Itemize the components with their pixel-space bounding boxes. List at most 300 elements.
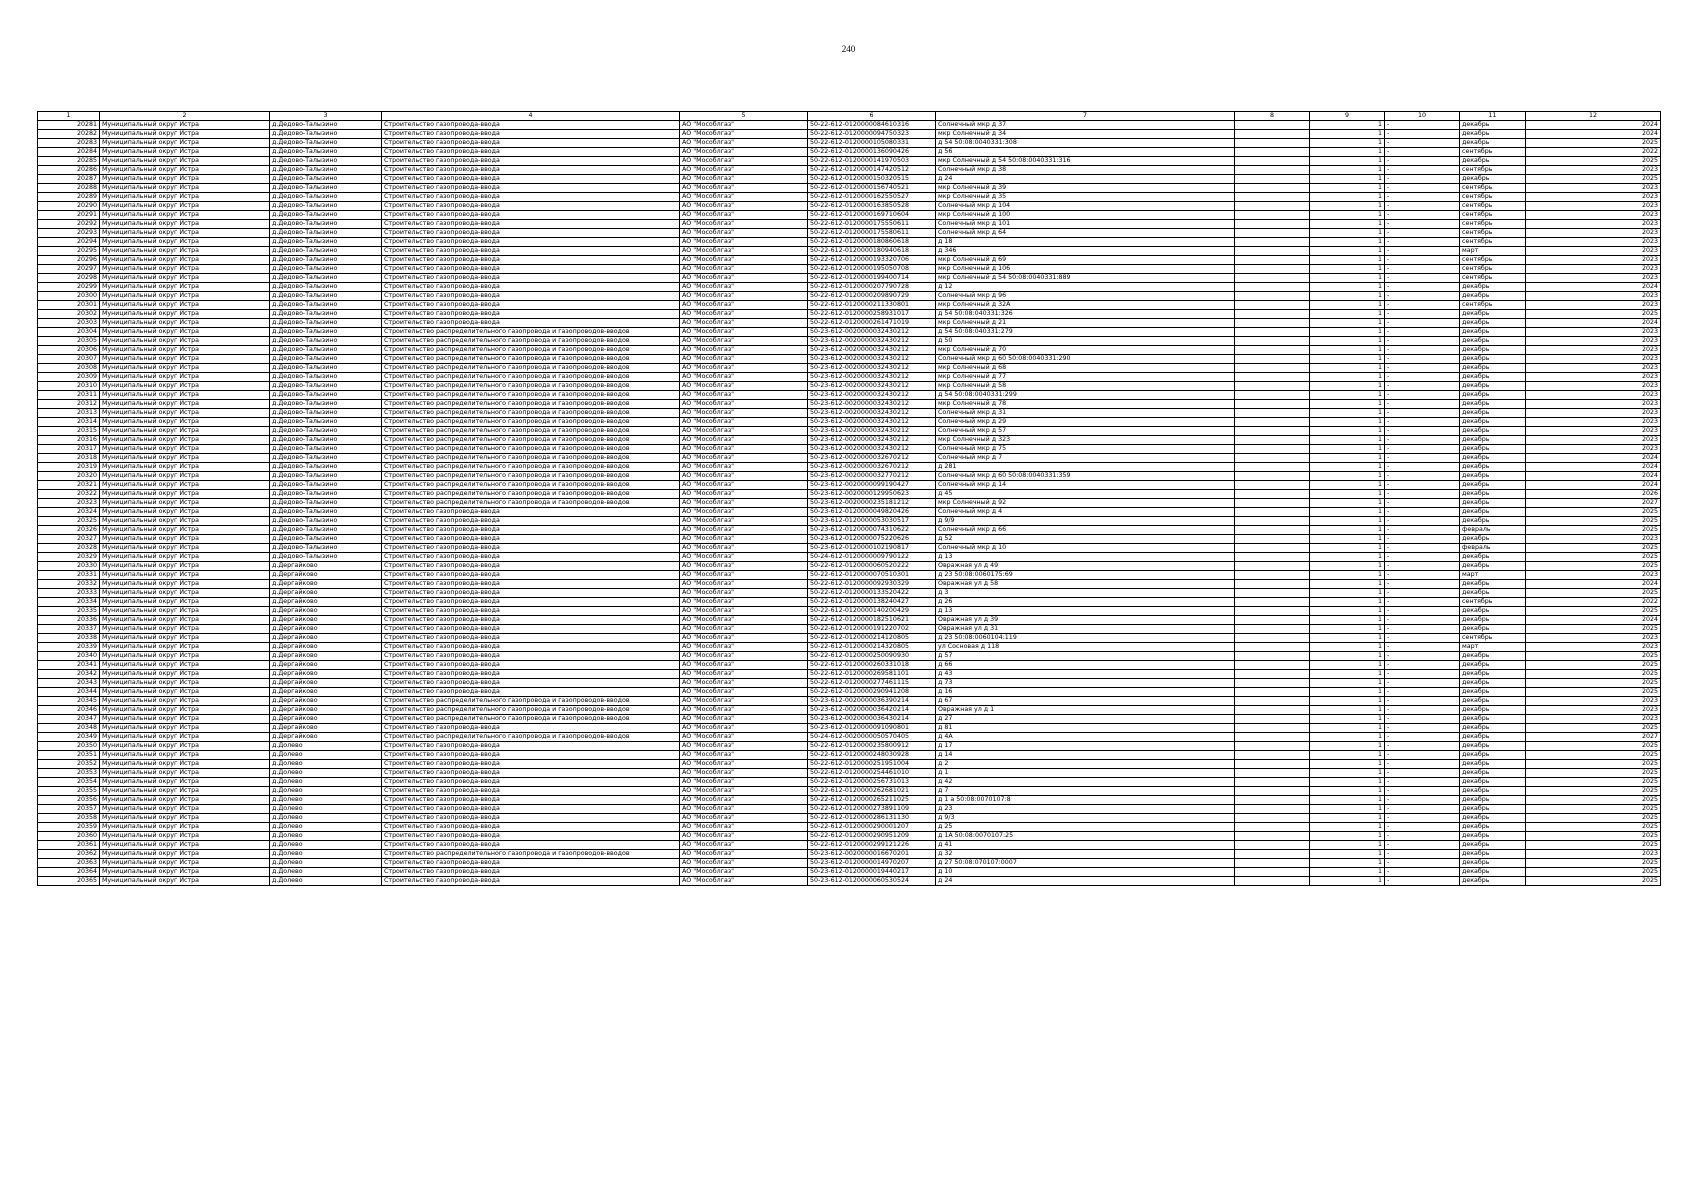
cell-quantity: 1 bbox=[1310, 481, 1385, 490]
cell-year: 2025 bbox=[1526, 562, 1661, 571]
cell-row-number: 20362 bbox=[38, 850, 100, 859]
cell-year: 2025 bbox=[1526, 742, 1661, 751]
cell-month: декабрь bbox=[1460, 283, 1526, 292]
cell-quantity: 1 bbox=[1310, 490, 1385, 499]
cell-year: 2025 bbox=[1526, 769, 1661, 778]
cell-col-10: - bbox=[1385, 166, 1460, 175]
cell-quantity: 1 bbox=[1310, 274, 1385, 283]
cell-municipality: Муниципальный округ Истра bbox=[100, 238, 270, 247]
cell-organization: АО "Мособлгаз" bbox=[680, 391, 808, 400]
cell-month: декабрь bbox=[1460, 787, 1526, 796]
column-header: 3 bbox=[270, 112, 382, 121]
cell-col-8 bbox=[1235, 463, 1310, 472]
cell-organization: АО "Мособлгаз" bbox=[680, 787, 808, 796]
cell-work-type: Строительство распределительного газопровода и газопроводов-вводов bbox=[382, 454, 680, 463]
cell-col-8 bbox=[1235, 796, 1310, 805]
cell-month: декабрь bbox=[1460, 706, 1526, 715]
cell-row-number: 20329 bbox=[38, 553, 100, 562]
cell-settlement: д.Долево bbox=[270, 832, 382, 841]
cell-month: декабрь bbox=[1460, 553, 1526, 562]
cell-work-type: Строительство распределительного газопровода и газопроводов-вводов bbox=[382, 481, 680, 490]
cell-municipality: Муниципальный округ Истра bbox=[100, 292, 270, 301]
cell-month: декабрь bbox=[1460, 337, 1526, 346]
cell-col-8 bbox=[1235, 472, 1310, 481]
cell-quantity: 1 bbox=[1310, 778, 1385, 787]
cell-year: 2023 bbox=[1526, 643, 1661, 652]
cell-year: 2023 bbox=[1526, 211, 1661, 220]
cell-address: д 54 50:08:0040331:308 bbox=[936, 139, 1235, 148]
cell-address: д 81 bbox=[936, 724, 1235, 733]
cell-month: декабрь bbox=[1460, 697, 1526, 706]
cell-month: декабрь bbox=[1460, 868, 1526, 877]
cell-application-id: 50-23-612-0020000032430212 bbox=[808, 373, 936, 382]
cell-quantity: 1 bbox=[1310, 337, 1385, 346]
cell-organization: АО "Мособлгаз" bbox=[680, 283, 808, 292]
cell-quantity: 1 bbox=[1310, 580, 1385, 589]
table-row bbox=[38, 868, 1661, 877]
cell-row-number: 20359 bbox=[38, 823, 100, 832]
header-row bbox=[38, 112, 1661, 121]
cell-municipality: Муниципальный округ Истра bbox=[100, 589, 270, 598]
cell-organization: АО "Мособлгаз" bbox=[680, 211, 808, 220]
cell-col-10: - bbox=[1385, 850, 1460, 859]
cell-row-number: 20301 bbox=[38, 301, 100, 310]
cell-organization: АО "Мособлгаз" bbox=[680, 661, 808, 670]
cell-col-10: - bbox=[1385, 274, 1460, 283]
cell-application-id: 50-22-612-0120000175580611 bbox=[808, 229, 936, 238]
cell-col-10: - bbox=[1385, 715, 1460, 724]
cell-address: мкр Солнечный д 106 bbox=[936, 265, 1235, 274]
cell-row-number: 20283 bbox=[38, 139, 100, 148]
cell-organization: АО "Мособлгаз" bbox=[680, 256, 808, 265]
cell-municipality: Муниципальный округ Истра bbox=[100, 697, 270, 706]
cell-municipality: Муниципальный округ Истра bbox=[100, 247, 270, 256]
cell-col-10: - bbox=[1385, 418, 1460, 427]
cell-application-id: 50-23-612-0020000032430212 bbox=[808, 355, 936, 364]
cell-quantity: 1 bbox=[1310, 751, 1385, 760]
cell-month: декабрь bbox=[1460, 310, 1526, 319]
cell-month: декабрь bbox=[1460, 157, 1526, 166]
cell-address: д 54 50:08:040331:326 bbox=[936, 310, 1235, 319]
cell-address: д 25 bbox=[936, 823, 1235, 832]
cell-col-10: - bbox=[1385, 382, 1460, 391]
table-row bbox=[38, 499, 1661, 508]
cell-settlement: д.Дедово-Талызино bbox=[270, 508, 382, 517]
cell-work-type: Строительство газопровода-ввода bbox=[382, 148, 680, 157]
cell-year: 2025 bbox=[1526, 760, 1661, 769]
cell-month: сентябрь bbox=[1460, 166, 1526, 175]
cell-quantity: 1 bbox=[1310, 859, 1385, 868]
cell-col-8 bbox=[1235, 283, 1310, 292]
cell-row-number: 20336 bbox=[38, 616, 100, 625]
cell-municipality: Муниципальный округ Истра bbox=[100, 832, 270, 841]
cell-col-8 bbox=[1235, 607, 1310, 616]
cell-work-type: Строительство распределительного газопровода и газопроводов-вводов bbox=[382, 391, 680, 400]
cell-year: 2025 bbox=[1526, 805, 1661, 814]
cell-quantity: 1 bbox=[1310, 742, 1385, 751]
cell-col-10: - bbox=[1385, 589, 1460, 598]
cell-organization: АО "Мособлгаз" bbox=[680, 310, 808, 319]
cell-organization: АО "Мособлгаз" bbox=[680, 247, 808, 256]
cell-work-type: Строительство газопровода-ввода bbox=[382, 634, 680, 643]
cell-col-8 bbox=[1235, 724, 1310, 733]
cell-organization: АО "Мособлгаз" bbox=[680, 652, 808, 661]
cell-application-id: 50-22-612-0120000140200429 bbox=[808, 607, 936, 616]
cell-col-8 bbox=[1235, 292, 1310, 301]
cell-month: март bbox=[1460, 571, 1526, 580]
cell-organization: АО "Мособлгаз" bbox=[680, 769, 808, 778]
cell-year: 2023 bbox=[1526, 400, 1661, 409]
table-row bbox=[38, 787, 1661, 796]
cell-col-10: - bbox=[1385, 427, 1460, 436]
cell-year: 2024 bbox=[1526, 463, 1661, 472]
cell-year: 2025 bbox=[1526, 877, 1661, 886]
cell-col-8 bbox=[1235, 877, 1310, 886]
cell-address: д 57 bbox=[936, 652, 1235, 661]
cell-organization: АО "Мособлгаз" bbox=[680, 832, 808, 841]
table-row bbox=[38, 751, 1661, 760]
table-row bbox=[38, 688, 1661, 697]
cell-quantity: 1 bbox=[1310, 625, 1385, 634]
cell-work-type: Строительство распределительного газопровода и газопроводов-вводов bbox=[382, 373, 680, 382]
cell-organization: АО "Мособлгаз" bbox=[680, 157, 808, 166]
cell-municipality: Муниципальный округ Истра bbox=[100, 571, 270, 580]
cell-col-8 bbox=[1235, 571, 1310, 580]
cell-settlement: д.Долево bbox=[270, 868, 382, 877]
cell-year: 2025 bbox=[1526, 607, 1661, 616]
cell-month: декабрь bbox=[1460, 733, 1526, 742]
cell-col-10: - bbox=[1385, 391, 1460, 400]
cell-quantity: 1 bbox=[1310, 805, 1385, 814]
cell-municipality: Муниципальный округ Истра bbox=[100, 517, 270, 526]
cell-settlement: д.Долево bbox=[270, 778, 382, 787]
cell-application-id: 50-23-612-0120000049820426 bbox=[808, 508, 936, 517]
cell-col-8 bbox=[1235, 355, 1310, 364]
cell-application-id: 50-23-612-0020000032430212 bbox=[808, 445, 936, 454]
cell-month: сентябрь bbox=[1460, 238, 1526, 247]
cell-address: Солнечный мкр д 101 bbox=[936, 220, 1235, 229]
cell-quantity: 1 bbox=[1310, 436, 1385, 445]
cell-settlement: д.Дедово-Талызино bbox=[270, 319, 382, 328]
cell-municipality: Муниципальный округ Истра bbox=[100, 625, 270, 634]
cell-month: декабрь bbox=[1460, 607, 1526, 616]
cell-col-10: - bbox=[1385, 283, 1460, 292]
cell-municipality: Муниципальный округ Истра bbox=[100, 535, 270, 544]
cell-year: 2025 bbox=[1526, 139, 1661, 148]
table-row bbox=[38, 283, 1661, 292]
cell-work-type: Строительство распределительного газопровода и газопроводов-вводов bbox=[382, 490, 680, 499]
cell-address: д 2 bbox=[936, 760, 1235, 769]
cell-organization: АО "Мособлгаз" bbox=[680, 220, 808, 229]
cell-municipality: Муниципальный округ Истра bbox=[100, 877, 270, 886]
cell-col-8 bbox=[1235, 616, 1310, 625]
cell-month: декабрь bbox=[1460, 562, 1526, 571]
cell-col-8 bbox=[1235, 535, 1310, 544]
cell-year: 2025 bbox=[1526, 310, 1661, 319]
cell-row-number: 20286 bbox=[38, 166, 100, 175]
cell-application-id: 50-23-612-0120000060530524 bbox=[808, 877, 936, 886]
cell-col-10: - bbox=[1385, 499, 1460, 508]
cell-application-id: 50-22-612-0120000162550527 bbox=[808, 193, 936, 202]
cell-municipality: Муниципальный округ Истра bbox=[100, 643, 270, 652]
cell-application-id: 50-22-612-0120000180860618 bbox=[808, 238, 936, 247]
cell-organization: АО "Мособлгаз" bbox=[680, 148, 808, 157]
table-row bbox=[38, 184, 1661, 193]
table-row bbox=[38, 364, 1661, 373]
cell-row-number: 20299 bbox=[38, 283, 100, 292]
cell-quantity: 1 bbox=[1310, 427, 1385, 436]
cell-col-8 bbox=[1235, 319, 1310, 328]
table-row bbox=[38, 805, 1661, 814]
cell-month: декабрь bbox=[1460, 175, 1526, 184]
cell-work-type: Строительство распределительного газопровода и газопроводов-вводов bbox=[382, 364, 680, 373]
cell-quantity: 1 bbox=[1310, 526, 1385, 535]
cell-address: мкр Солнечный д 78 bbox=[936, 400, 1235, 409]
column-header: 11 bbox=[1460, 112, 1526, 121]
cell-address: д 24 bbox=[936, 175, 1235, 184]
cell-month: декабрь bbox=[1460, 499, 1526, 508]
cell-application-id: 50-22-612-0120000269581101 bbox=[808, 670, 936, 679]
cell-col-8 bbox=[1235, 157, 1310, 166]
cell-row-number: 20328 bbox=[38, 544, 100, 553]
cell-row-number: 20330 bbox=[38, 562, 100, 571]
cell-application-id: 50-22-612-0120000286131130 bbox=[808, 814, 936, 823]
column-header: 8 bbox=[1235, 112, 1310, 121]
table-row bbox=[38, 139, 1661, 148]
cell-month: декабрь bbox=[1460, 823, 1526, 832]
cell-settlement: д.Дергайково bbox=[270, 706, 382, 715]
cell-municipality: Муниципальный округ Истра bbox=[100, 436, 270, 445]
cell-address: Солнечный мкр д 14 bbox=[936, 481, 1235, 490]
cell-municipality: Муниципальный округ Истра bbox=[100, 310, 270, 319]
cell-year: 2023 bbox=[1526, 391, 1661, 400]
cell-organization: АО "Мособлгаз" bbox=[680, 517, 808, 526]
cell-organization: АО "Мособлгаз" bbox=[680, 400, 808, 409]
cell-address: мкр Солнечный д 58 bbox=[936, 382, 1235, 391]
cell-municipality: Муниципальный округ Истра bbox=[100, 328, 270, 337]
cell-col-8 bbox=[1235, 238, 1310, 247]
table-row bbox=[38, 130, 1661, 139]
cell-organization: АО "Мособлгаз" bbox=[680, 823, 808, 832]
cell-year: 2024 bbox=[1526, 319, 1661, 328]
cell-work-type: Строительство газопровода-ввода bbox=[382, 238, 680, 247]
cell-quantity: 1 bbox=[1310, 535, 1385, 544]
cell-municipality: Муниципальный округ Истра bbox=[100, 688, 270, 697]
cell-address: Солнечный мкр д 60 50:08:0040331:359 bbox=[936, 472, 1235, 481]
cell-address: д 3 bbox=[936, 589, 1235, 598]
cell-address: д 73 bbox=[936, 679, 1235, 688]
cell-year: 2023 bbox=[1526, 535, 1661, 544]
table-row bbox=[38, 724, 1661, 733]
cell-settlement: д.Долево bbox=[270, 859, 382, 868]
cell-application-id: 50-22-612-0120000207790728 bbox=[808, 283, 936, 292]
cell-row-number: 20303 bbox=[38, 319, 100, 328]
cell-year: 2023 bbox=[1526, 436, 1661, 445]
cell-quantity: 1 bbox=[1310, 616, 1385, 625]
cell-address: Солнечный мкр д 31 bbox=[936, 409, 1235, 418]
cell-organization: АО "Мособлгаз" bbox=[680, 760, 808, 769]
cell-address: д 14 bbox=[936, 751, 1235, 760]
cell-address: мкр Солнечный д 39 bbox=[936, 184, 1235, 193]
cell-work-type: Строительство газопровода-ввода bbox=[382, 688, 680, 697]
cell-col-10: - bbox=[1385, 445, 1460, 454]
cell-work-type: Строительство газопровода-ввода bbox=[382, 823, 680, 832]
cell-work-type: Строительство газопровода-ввода bbox=[382, 751, 680, 760]
cell-organization: АО "Мособлгаз" bbox=[680, 778, 808, 787]
table-row bbox=[38, 445, 1661, 454]
cell-work-type: Строительство газопровода-ввода bbox=[382, 229, 680, 238]
cell-work-type: Строительство газопровода-ввода bbox=[382, 184, 680, 193]
cell-col-10: - bbox=[1385, 787, 1460, 796]
cell-row-number: 20349 bbox=[38, 733, 100, 742]
table-row bbox=[38, 418, 1661, 427]
cell-settlement: д.Дедово-Талызино bbox=[270, 238, 382, 247]
cell-organization: АО "Мособлгаз" bbox=[680, 166, 808, 175]
cell-col-10: - bbox=[1385, 463, 1460, 472]
cell-municipality: Муниципальный округ Истра bbox=[100, 760, 270, 769]
cell-organization: АО "Мособлгаз" bbox=[680, 130, 808, 139]
cell-quantity: 1 bbox=[1310, 184, 1385, 193]
cell-col-8 bbox=[1235, 697, 1310, 706]
cell-col-8 bbox=[1235, 382, 1310, 391]
cell-row-number: 20285 bbox=[38, 157, 100, 166]
cell-col-10: - bbox=[1385, 661, 1460, 670]
cell-organization: АО "Мособлгаз" bbox=[680, 670, 808, 679]
cell-settlement: д.Дедово-Талызино bbox=[270, 409, 382, 418]
cell-row-number: 20320 bbox=[38, 472, 100, 481]
cell-address: мкр Солнечный д 100 bbox=[936, 211, 1235, 220]
cell-year: 2025 bbox=[1526, 589, 1661, 598]
cell-year: 2026 bbox=[1526, 490, 1661, 499]
cell-work-type: Строительство газопровода-ввода bbox=[382, 661, 680, 670]
cell-organization: АО "Мособлгаз" bbox=[680, 319, 808, 328]
cell-application-id: 50-23-612-0120000014970207 bbox=[808, 859, 936, 868]
cell-quantity: 1 bbox=[1310, 148, 1385, 157]
cell-organization: АО "Мособлгаз" bbox=[680, 454, 808, 463]
cell-application-id: 50-22-612-0120000195050708 bbox=[808, 265, 936, 274]
cell-col-8 bbox=[1235, 130, 1310, 139]
cell-month: декабрь bbox=[1460, 580, 1526, 589]
cell-application-id: 50-23-612-0020000032670212 bbox=[808, 454, 936, 463]
cell-work-type: Строительство газопровода-ввода bbox=[382, 166, 680, 175]
cell-month: декабрь bbox=[1460, 409, 1526, 418]
cell-settlement: д.Дедово-Талызино bbox=[270, 256, 382, 265]
cell-application-id: 50-22-612-0120000141970503 bbox=[808, 157, 936, 166]
cell-col-8 bbox=[1235, 661, 1310, 670]
cell-col-10: - bbox=[1385, 481, 1460, 490]
cell-col-8 bbox=[1235, 400, 1310, 409]
table-row bbox=[38, 220, 1661, 229]
cell-month: декабрь bbox=[1460, 436, 1526, 445]
cell-settlement: д.Дедово-Талызино bbox=[270, 535, 382, 544]
cell-col-10: - bbox=[1385, 265, 1460, 274]
cell-month: декабрь bbox=[1460, 805, 1526, 814]
cell-col-10: - bbox=[1385, 535, 1460, 544]
cell-municipality: Муниципальный округ Истра bbox=[100, 220, 270, 229]
table-row bbox=[38, 589, 1661, 598]
cell-quantity: 1 bbox=[1310, 589, 1385, 598]
cell-organization: АО "Мособлгаз" bbox=[680, 463, 808, 472]
cell-settlement: д.Дергайково bbox=[270, 643, 382, 652]
cell-row-number: 20315 bbox=[38, 427, 100, 436]
cell-organization: АО "Мособлгаз" bbox=[680, 598, 808, 607]
cell-col-10: - bbox=[1385, 652, 1460, 661]
cell-col-8 bbox=[1235, 445, 1310, 454]
cell-row-number: 20354 bbox=[38, 778, 100, 787]
cell-quantity: 1 bbox=[1310, 130, 1385, 139]
cell-application-id: 50-22-612-0120000150320515 bbox=[808, 175, 936, 184]
cell-application-id: 50-24-612-0120000009790122 bbox=[808, 553, 936, 562]
cell-month: сентябрь bbox=[1460, 184, 1526, 193]
table-row bbox=[38, 157, 1661, 166]
cell-col-8 bbox=[1235, 859, 1310, 868]
cell-address: д 12 bbox=[936, 283, 1235, 292]
cell-year: 2023 bbox=[1526, 706, 1661, 715]
cell-year: 2023 bbox=[1526, 202, 1661, 211]
cell-quantity: 1 bbox=[1310, 544, 1385, 553]
cell-municipality: Муниципальный округ Истра bbox=[100, 580, 270, 589]
cell-row-number: 20365 bbox=[38, 877, 100, 886]
cell-address: мкр Солнечный д 54 50:08:0040331:889 bbox=[936, 274, 1235, 283]
table-row bbox=[38, 436, 1661, 445]
table-row bbox=[38, 634, 1661, 643]
table-row bbox=[38, 265, 1661, 274]
cell-organization: АО "Мособлгаз" bbox=[680, 535, 808, 544]
cell-quantity: 1 bbox=[1310, 850, 1385, 859]
cell-address: Солнечный мкр д 57 bbox=[936, 427, 1235, 436]
cell-month: декабрь bbox=[1460, 490, 1526, 499]
cell-work-type: Строительство газопровода-ввода bbox=[382, 625, 680, 634]
cell-month: декабрь bbox=[1460, 121, 1526, 130]
cell-year: 2025 bbox=[1526, 688, 1661, 697]
cell-settlement: д.Дедово-Талызино bbox=[270, 463, 382, 472]
cell-organization: АО "Мособлгаз" bbox=[680, 292, 808, 301]
cell-work-type: Строительство распределительного газопровода и газопроводов-вводов bbox=[382, 418, 680, 427]
cell-quantity: 1 bbox=[1310, 796, 1385, 805]
cell-work-type: Строительство газопровода-ввода bbox=[382, 535, 680, 544]
cell-month: декабрь bbox=[1460, 382, 1526, 391]
cell-row-number: 20363 bbox=[38, 859, 100, 868]
cell-work-type: Строительство газопровода-ввода bbox=[382, 724, 680, 733]
column-header: 7 bbox=[936, 112, 1235, 121]
cell-col-8 bbox=[1235, 814, 1310, 823]
cell-col-8 bbox=[1235, 580, 1310, 589]
cell-organization: АО "Мособлгаз" bbox=[680, 193, 808, 202]
table-row bbox=[38, 643, 1661, 652]
cell-municipality: Муниципальный округ Истра bbox=[100, 850, 270, 859]
cell-month: декабрь bbox=[1460, 724, 1526, 733]
cell-col-8 bbox=[1235, 526, 1310, 535]
cell-col-10: - bbox=[1385, 805, 1460, 814]
cell-application-id: 50-22-612-0120000214120805 bbox=[808, 634, 936, 643]
cell-col-10: - bbox=[1385, 229, 1460, 238]
cell-work-type: Строительство газопровода-ввода bbox=[382, 319, 680, 328]
cell-row-number: 20323 bbox=[38, 499, 100, 508]
cell-address: д 23 50:08:0060104:119 bbox=[936, 634, 1235, 643]
cell-application-id: 50-22-612-0120000299121226 bbox=[808, 841, 936, 850]
cell-organization: АО "Мособлгаз" bbox=[680, 175, 808, 184]
cell-year: 2023 bbox=[1526, 427, 1661, 436]
cell-address: д 50 bbox=[936, 337, 1235, 346]
cell-organization: АО "Мособлгаз" bbox=[680, 859, 808, 868]
cell-settlement: д.Дедово-Талызино bbox=[270, 481, 382, 490]
table-row bbox=[38, 490, 1661, 499]
cell-application-id: 50-23-612-0020000032670212 bbox=[808, 463, 936, 472]
cell-work-type: Строительство газопровода-ввода bbox=[382, 832, 680, 841]
cell-organization: АО "Мособлгаз" bbox=[680, 373, 808, 382]
cell-col-10: - bbox=[1385, 157, 1460, 166]
cell-quantity: 1 bbox=[1310, 787, 1385, 796]
